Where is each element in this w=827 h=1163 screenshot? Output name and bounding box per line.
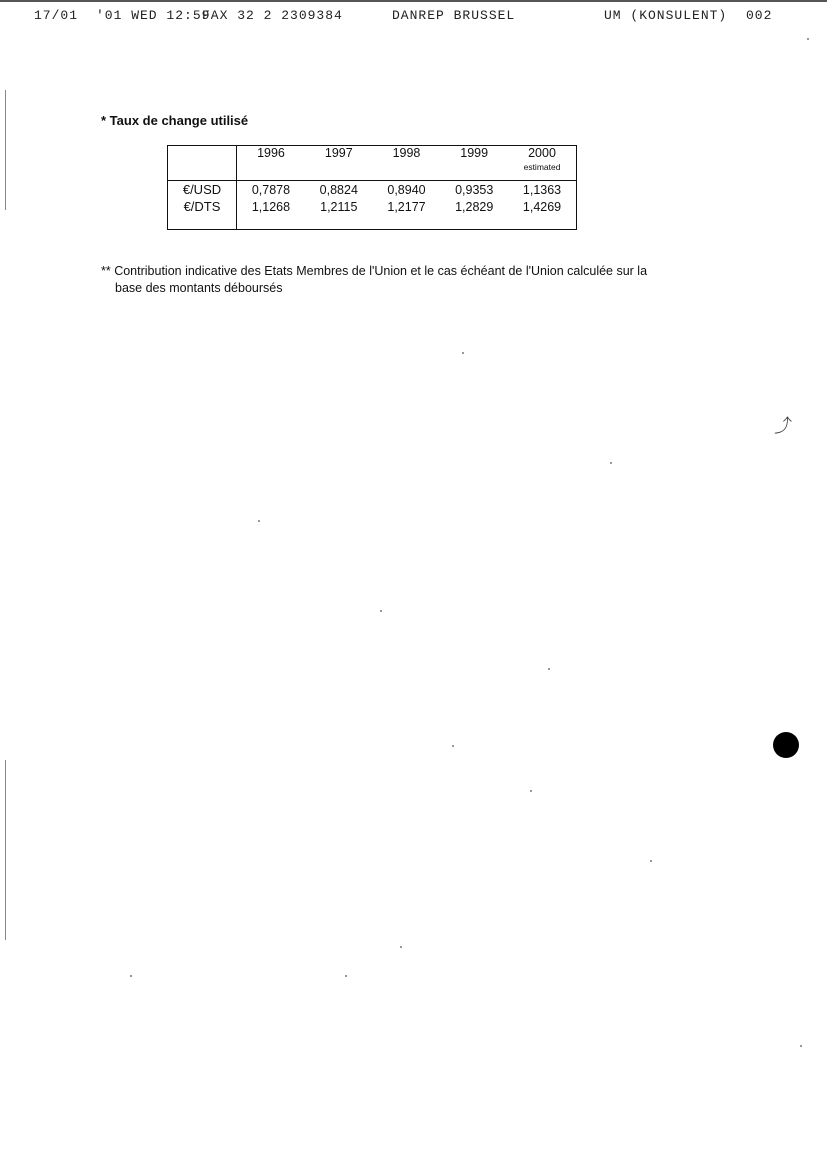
year-header-2000 bbox=[508, 146, 576, 181]
contribution-note-line2: base des montants déboursés bbox=[115, 281, 283, 295]
rate-cell: 0,8940 bbox=[387, 182, 426, 197]
scan-speck bbox=[548, 668, 550, 670]
scan-speck bbox=[380, 610, 382, 612]
contribution-note-line1: ** Contribution indicative des Etats Membres de l'Union et le cas échéant de l'Union calculée sur la bbox=[101, 264, 648, 278]
rate-cell: 1,2829 bbox=[455, 199, 494, 214]
table-header-row bbox=[168, 146, 577, 181]
scan-speck bbox=[258, 520, 260, 522]
exchange-rate-table bbox=[167, 145, 577, 230]
scan-speck bbox=[800, 1045, 802, 1047]
empty-cell bbox=[440, 215, 508, 230]
scan-speck bbox=[452, 745, 454, 747]
scan-speck bbox=[462, 352, 464, 354]
scan-edge-line bbox=[5, 90, 6, 210]
scan-speck bbox=[650, 860, 652, 862]
fax-top-line bbox=[0, 0, 827, 2]
fax-recipient: UM (KONSULENT) bbox=[604, 8, 728, 23]
fax-page-number: 002 bbox=[746, 8, 773, 23]
table-row bbox=[168, 181, 577, 199]
fax-sender: DANREP BRUSSEL bbox=[392, 8, 516, 23]
empty-cell bbox=[305, 215, 373, 230]
rate-cell: 0,7878 bbox=[251, 182, 291, 197]
estimated-label: estimated bbox=[523, 162, 561, 172]
rate-cell: 1,4269 bbox=[522, 199, 562, 214]
empty-cell bbox=[373, 215, 441, 230]
scan-mark: ⤴ bbox=[774, 416, 792, 436]
rate-cell: 0,8824 bbox=[319, 182, 358, 197]
fax-header bbox=[34, 8, 794, 28]
rate-cell: 1,2177 bbox=[387, 199, 426, 214]
year-header: 1997 bbox=[305, 146, 373, 181]
scan-speck bbox=[130, 975, 132, 977]
scan-edge-line bbox=[5, 760, 6, 940]
year-header: 1996 bbox=[237, 146, 305, 181]
fax-time: '01 WED 12:59 bbox=[96, 8, 211, 23]
year-label: 2000 bbox=[528, 146, 556, 160]
scan-speck bbox=[610, 462, 612, 464]
year-header: 1999 bbox=[440, 146, 508, 181]
rate-cell: 0,9353 bbox=[455, 182, 494, 197]
table-row bbox=[168, 198, 577, 215]
table-corner-cell bbox=[168, 146, 237, 181]
row-label: €/USD bbox=[168, 181, 237, 199]
year-header: 1998 bbox=[373, 146, 441, 181]
fax-number: FAX 32 2 2309384 bbox=[202, 8, 343, 23]
row-label: €/DTS bbox=[168, 198, 237, 215]
fax-date: 17/01 bbox=[34, 8, 79, 23]
empty-cell bbox=[508, 215, 576, 230]
exchange-rate-note: * Taux de change utilisé bbox=[101, 113, 249, 128]
rate-cell: 1,1363 bbox=[522, 182, 562, 197]
scan-speck bbox=[345, 975, 347, 977]
punch-hole-mark bbox=[773, 732, 799, 758]
empty-cell bbox=[168, 215, 237, 230]
scan-speck bbox=[400, 946, 402, 948]
contribution-note bbox=[101, 263, 721, 297]
scan-speck bbox=[807, 38, 809, 40]
table-spacer-row bbox=[168, 215, 577, 230]
scan-speck bbox=[530, 790, 532, 792]
rate-cell: 1,1268 bbox=[251, 199, 291, 214]
empty-cell bbox=[237, 215, 305, 230]
rate-cell: 1,2115 bbox=[320, 199, 358, 214]
